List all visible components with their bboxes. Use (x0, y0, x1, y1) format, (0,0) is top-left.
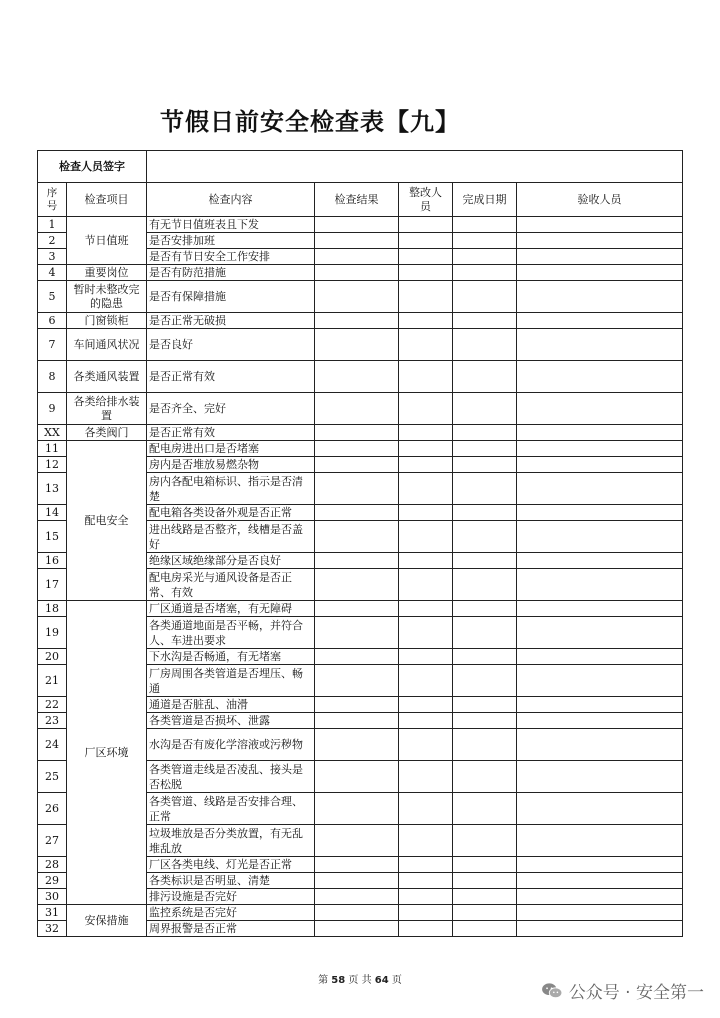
header-rectify: 整改人员 (399, 183, 453, 217)
row-number: 24 (38, 729, 67, 761)
result-cell[interactable] (315, 905, 399, 921)
row-number: 18 (38, 601, 67, 617)
row-number: 13 (38, 473, 67, 505)
table-row (38, 281, 683, 313)
header-item: 检查项目 (67, 183, 147, 217)
acceptance-person-cell[interactable] (517, 249, 683, 265)
header-date: 完成日期 (453, 183, 517, 217)
rectify-person-cell[interactable] (399, 857, 453, 873)
row-number: 8 (38, 361, 67, 393)
rectify-person-cell[interactable] (399, 313, 453, 329)
rectify-person-cell[interactable] (399, 217, 453, 233)
check-content-cell: 绝缘区域绝缘部分是否良好 (147, 553, 315, 569)
check-content-cell: 是否安排加班 (147, 233, 315, 249)
check-content-cell: 配电箱各类设备外观是否正常 (147, 505, 315, 521)
check-content-cell: 是否有节日安全工作安排 (147, 249, 315, 265)
acceptance-person-cell[interactable] (517, 473, 683, 505)
table-row (38, 441, 683, 457)
row-number: 30 (38, 889, 67, 905)
acceptance-person-cell[interactable] (517, 713, 683, 729)
check-item-cell: 厂区环境 (67, 601, 147, 905)
check-content-cell: 有无节日值班表且下发 (147, 217, 315, 233)
completion-date-cell[interactable] (453, 521, 517, 553)
acceptance-person-cell[interactable] (517, 697, 683, 713)
table-row (38, 265, 683, 281)
completion-date-cell[interactable] (453, 505, 517, 521)
completion-date-cell[interactable] (453, 313, 517, 329)
acceptance-person-cell[interactable] (517, 601, 683, 617)
row-number: 20 (38, 649, 67, 665)
row-number: 3 (38, 249, 67, 265)
result-cell[interactable] (315, 569, 399, 601)
rectify-person-cell[interactable] (399, 825, 453, 857)
completion-date-cell[interactable] (453, 889, 517, 905)
watermark (541, 978, 704, 1003)
row-number: 22 (38, 697, 67, 713)
acceptance-person-cell[interactable] (517, 233, 683, 249)
rectify-person-cell[interactable] (399, 521, 453, 553)
check-content-cell: 是否有防范措施 (147, 265, 315, 281)
acceptance-person-cell[interactable] (517, 313, 683, 329)
rectify-person-cell[interactable] (399, 473, 453, 505)
completion-date-cell[interactable] (453, 761, 517, 793)
check-item-cell: 安保措施 (67, 905, 147, 937)
check-item-cell: 节日值班 (67, 217, 147, 265)
row-number: 5 (38, 281, 67, 313)
completion-date-cell[interactable] (453, 281, 517, 313)
result-cell[interactable] (315, 425, 399, 441)
table-row (38, 329, 683, 361)
row-number: 25 (38, 761, 67, 793)
completion-date-cell[interactable] (453, 857, 517, 873)
rectify-person-cell[interactable] (399, 233, 453, 249)
check-content-cell: 各类标识是否明显、清楚 (147, 873, 315, 889)
row-number: 6 (38, 313, 67, 329)
check-content-cell: 是否正常有效 (147, 425, 315, 441)
check-content-cell: 厂房周围各类管道是否埋压、畅通 (147, 665, 315, 697)
result-cell[interactable] (315, 473, 399, 505)
check-content-cell: 厂区通道是否堵塞，有无障碍 (147, 601, 315, 617)
check-item-cell: 各类给排水装置 (67, 393, 147, 425)
result-cell[interactable] (315, 601, 399, 617)
completion-date-cell[interactable] (453, 905, 517, 921)
completion-date-cell[interactable] (453, 457, 517, 473)
row-number: 11 (38, 441, 67, 457)
acceptance-person-cell[interactable] (517, 393, 683, 425)
completion-date-cell[interactable] (453, 249, 517, 265)
check-content-cell: 各类通道地面是否平畅，并符合人、车进出要求 (147, 617, 315, 649)
completion-date-cell[interactable] (453, 441, 517, 457)
rectify-person-cell[interactable] (399, 281, 453, 313)
completion-date-cell[interactable] (453, 649, 517, 665)
result-cell[interactable] (315, 361, 399, 393)
result-cell[interactable] (315, 249, 399, 265)
row-number: 23 (38, 713, 67, 729)
result-cell[interactable] (315, 393, 399, 425)
rectify-person-cell[interactable] (399, 361, 453, 393)
acceptance-person-cell[interactable] (517, 617, 683, 649)
acceptance-person-cell[interactable] (517, 857, 683, 873)
check-content-cell: 周界报警是否正常 (147, 921, 315, 937)
row-number: 17 (38, 569, 67, 601)
result-cell[interactable] (315, 921, 399, 937)
check-content-cell: 监控系统是否完好 (147, 905, 315, 921)
result-cell[interactable] (315, 649, 399, 665)
header-seq: 序号 (38, 183, 67, 217)
check-content-cell: 进出线路是否整齐，线槽是否盖好 (147, 521, 315, 553)
footer-mid: 页 共 (348, 975, 372, 986)
rectify-person-cell[interactable] (399, 249, 453, 265)
rectify-person-cell[interactable] (399, 665, 453, 697)
footer-total-pages: 64 (374, 975, 389, 986)
result-cell[interactable] (315, 665, 399, 697)
rectify-person-cell[interactable] (399, 713, 453, 729)
acceptance-person-cell[interactable] (517, 921, 683, 937)
result-cell[interactable] (315, 857, 399, 873)
completion-date-cell[interactable] (453, 617, 517, 649)
rectify-person-cell[interactable] (399, 617, 453, 649)
check-content-cell: 厂区各类电线、灯光是否正常 (147, 857, 315, 873)
acceptance-person-cell[interactable] (517, 873, 683, 889)
signature-field[interactable] (147, 151, 683, 183)
acceptance-person-cell[interactable] (517, 425, 683, 441)
rectify-person-cell[interactable] (399, 729, 453, 761)
completion-date-cell[interactable] (453, 569, 517, 601)
check-content-cell: 各类管道走线是否凌乱、接头是否松脱 (147, 761, 315, 793)
check-item-cell: 重要岗位 (67, 265, 147, 281)
acceptance-person-cell[interactable] (517, 553, 683, 569)
check-content-cell: 是否有保障措施 (147, 281, 315, 313)
check-content-cell: 房内是否堆放易燃杂物 (147, 457, 315, 473)
result-cell[interactable] (315, 441, 399, 457)
check-item-cell: 各类阀门 (67, 425, 147, 441)
row-number: 31 (38, 905, 67, 921)
completion-date-cell[interactable] (453, 921, 517, 937)
check-content-cell: 各类管道、线路是否安排合理、正常 (147, 793, 315, 825)
acceptance-person-cell[interactable] (517, 521, 683, 553)
check-content-cell: 各类管道是否损坏、泄露 (147, 713, 315, 729)
acceptance-person-cell[interactable] (517, 457, 683, 473)
check-content-cell: 通道是否脏乱、油滑 (147, 697, 315, 713)
check-content-cell: 是否良好 (147, 329, 315, 361)
row-number: 12 (38, 457, 67, 473)
completion-date-cell[interactable] (453, 665, 517, 697)
table-row (38, 361, 683, 393)
row-number: 1 (38, 217, 67, 233)
acceptance-person-cell[interactable] (517, 361, 683, 393)
acceptance-person-cell[interactable] (517, 217, 683, 233)
rectify-person-cell[interactable] (399, 425, 453, 441)
rectify-person-cell[interactable] (399, 601, 453, 617)
rectify-person-cell[interactable] (399, 905, 453, 921)
completion-date-cell[interactable] (453, 361, 517, 393)
rectify-person-cell[interactable] (399, 393, 453, 425)
acceptance-person-cell[interactable] (517, 505, 683, 521)
check-item-cell: 配电安全 (67, 441, 147, 601)
acceptance-person-cell[interactable] (517, 441, 683, 457)
completion-date-cell[interactable] (453, 697, 517, 713)
completion-date-cell[interactable] (453, 601, 517, 617)
row-number: XX (38, 425, 67, 441)
signature-label: 检查人员签字 (38, 151, 147, 183)
completion-date-cell[interactable] (453, 473, 517, 505)
result-cell[interactable] (315, 825, 399, 857)
result-cell[interactable] (315, 697, 399, 713)
page-title: 节假日前安全检查表【九】 (160, 108, 460, 136)
table-row (38, 905, 683, 921)
check-content-cell: 下水沟是否畅通，有无堵塞 (147, 649, 315, 665)
acceptance-person-cell[interactable] (517, 825, 683, 857)
table-row (38, 425, 683, 441)
result-cell[interactable] (315, 521, 399, 553)
rectify-person-cell[interactable] (399, 649, 453, 665)
result-cell[interactable] (315, 217, 399, 233)
check-item-cell: 各类通风装置 (67, 361, 147, 393)
completion-date-cell[interactable] (453, 393, 517, 425)
row-number: 29 (38, 873, 67, 889)
check-item-cell: 门窗锁柜 (67, 313, 147, 329)
result-cell[interactable] (315, 761, 399, 793)
check-item-cell: 车间通风状况 (67, 329, 147, 361)
acceptance-person-cell[interactable] (517, 265, 683, 281)
row-number: 2 (38, 233, 67, 249)
acceptance-person-cell[interactable] (517, 761, 683, 793)
completion-date-cell[interactable] (453, 265, 517, 281)
result-cell[interactable] (315, 265, 399, 281)
acceptance-person-cell[interactable] (517, 329, 683, 361)
rectify-person-cell[interactable] (399, 329, 453, 361)
row-number: 32 (38, 921, 67, 937)
footer-suffix: 页 (391, 975, 402, 986)
rectify-person-cell[interactable] (399, 873, 453, 889)
acceptance-person-cell[interactable] (517, 905, 683, 921)
rectify-person-cell[interactable] (399, 553, 453, 569)
completion-date-cell[interactable] (453, 329, 517, 361)
completion-date-cell[interactable] (453, 873, 517, 889)
row-number: 16 (38, 553, 67, 569)
rectify-person-cell[interactable] (399, 569, 453, 601)
rectify-person-cell[interactable] (399, 921, 453, 937)
row-number: 4 (38, 265, 67, 281)
result-cell[interactable] (315, 313, 399, 329)
result-cell[interactable] (315, 889, 399, 905)
row-number: 28 (38, 857, 67, 873)
completion-date-cell[interactable] (453, 825, 517, 857)
check-content-cell: 排污设施是否完好 (147, 889, 315, 905)
header-content: 检查内容 (147, 183, 315, 217)
check-content-cell: 配电房采光与通风设备是否正常、有效 (147, 569, 315, 601)
table-row (38, 217, 683, 233)
result-cell[interactable] (315, 729, 399, 761)
rectify-person-cell[interactable] (399, 697, 453, 713)
footer-prefix: 第 (318, 975, 329, 986)
result-cell[interactable] (315, 329, 399, 361)
table-row (38, 313, 683, 329)
acceptance-person-cell[interactable] (517, 649, 683, 665)
header-row (38, 183, 683, 217)
check-content-cell: 是否齐全、完好 (147, 393, 315, 425)
check-content-cell: 水沟是否有废化学溶液或污秽物 (147, 729, 315, 761)
row-number: 27 (38, 825, 67, 857)
rectify-person-cell[interactable] (399, 505, 453, 521)
row-number: 21 (38, 665, 67, 697)
completion-date-cell[interactable] (453, 713, 517, 729)
completion-date-cell[interactable] (453, 217, 517, 233)
completion-date-cell[interactable] (453, 729, 517, 761)
acceptance-person-cell[interactable] (517, 889, 683, 905)
check-item-cell: 暂时未整改完的隐患 (67, 281, 147, 313)
completion-date-cell[interactable] (453, 553, 517, 569)
row-number: 26 (38, 793, 67, 825)
table-row (38, 393, 683, 425)
rectify-person-cell[interactable] (399, 793, 453, 825)
check-content-cell: 是否正常有效 (147, 361, 315, 393)
result-cell[interactable] (315, 233, 399, 249)
rectify-person-cell[interactable] (399, 761, 453, 793)
acceptance-person-cell[interactable] (517, 729, 683, 761)
rectify-person-cell[interactable] (399, 457, 453, 473)
table-row (38, 601, 683, 617)
result-cell[interactable] (315, 505, 399, 521)
signature-row (38, 151, 683, 183)
row-number: 9 (38, 393, 67, 425)
result-cell[interactable] (315, 617, 399, 649)
acceptance-person-cell[interactable] (517, 281, 683, 313)
acceptance-person-cell[interactable] (517, 665, 683, 697)
rectify-person-cell[interactable] (399, 265, 453, 281)
row-number: 14 (38, 505, 67, 521)
check-content-cell: 垃圾堆放是否分类放置，有无乱堆乱放 (147, 825, 315, 857)
acceptance-person-cell[interactable] (517, 793, 683, 825)
completion-date-cell[interactable] (453, 793, 517, 825)
footer-page-number: 58 (331, 975, 346, 986)
watermark-text: 公众号 · 安全第一 (568, 983, 704, 1003)
result-cell[interactable] (315, 457, 399, 473)
row-number: 7 (38, 329, 67, 361)
result-cell[interactable] (315, 873, 399, 889)
wechat-icon (541, 982, 563, 1000)
completion-date-cell[interactable] (453, 425, 517, 441)
check-content-cell: 房内各配电箱标识、指示是否清楚 (147, 473, 315, 505)
result-cell[interactable] (315, 281, 399, 313)
inspection-table (37, 150, 683, 937)
check-content-cell: 是否正常无破损 (147, 313, 315, 329)
completion-date-cell[interactable] (453, 233, 517, 249)
header-accept: 验收人员 (517, 183, 683, 217)
check-content-cell: 配电房进出口是否堵塞 (147, 441, 315, 457)
result-cell[interactable] (315, 553, 399, 569)
rectify-person-cell[interactable] (399, 441, 453, 457)
result-cell[interactable] (315, 713, 399, 729)
rectify-person-cell[interactable] (399, 889, 453, 905)
row-number: 15 (38, 521, 67, 553)
header-result: 检查结果 (315, 183, 399, 217)
result-cell[interactable] (315, 793, 399, 825)
row-number: 19 (38, 617, 67, 649)
acceptance-person-cell[interactable] (517, 569, 683, 601)
